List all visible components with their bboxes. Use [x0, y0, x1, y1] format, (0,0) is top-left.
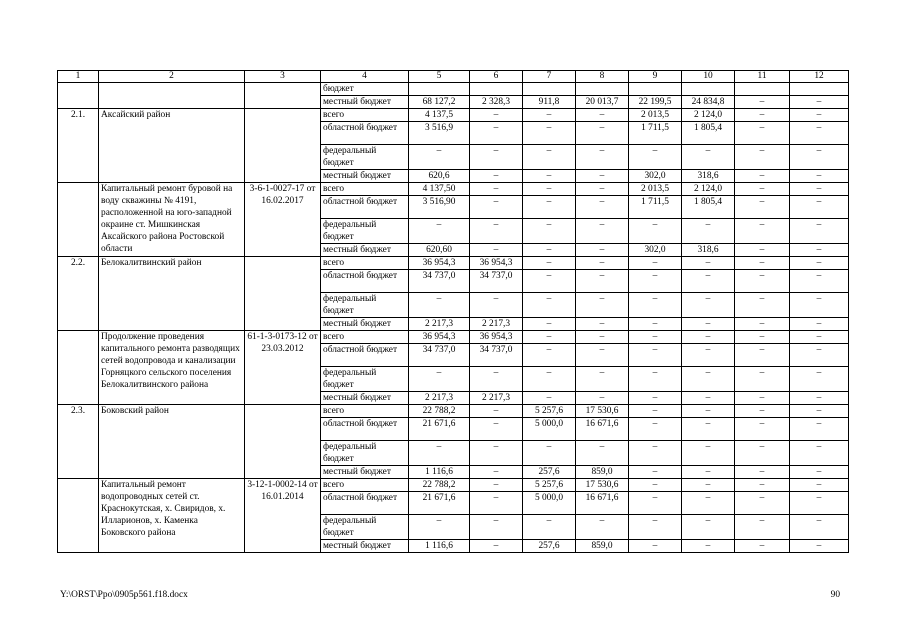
value-cell: –: [682, 492, 735, 515]
value-cell: –: [629, 418, 682, 441]
column-number-row: [58, 71, 849, 83]
value-cell: –: [523, 441, 576, 466]
value-cell: 620,60: [409, 244, 470, 257]
value-cell: –: [682, 270, 735, 293]
value-cell: 1 805,4: [682, 122, 735, 145]
value-cell: 1 711,5: [629, 196, 682, 219]
value-cell: –: [735, 405, 790, 418]
value-cell: [682, 83, 735, 96]
header-cell: 10: [682, 71, 735, 83]
value-cell: –: [790, 219, 849, 244]
value-cell: –: [790, 122, 849, 145]
value-cell: –: [735, 170, 790, 183]
value-cell: –: [523, 170, 576, 183]
value-cell: –: [523, 109, 576, 122]
value-cell: –: [682, 515, 735, 540]
value-cell: –: [790, 270, 849, 293]
item-number: [58, 83, 99, 109]
value-cell: –: [576, 293, 629, 318]
value-cell: –: [523, 257, 576, 270]
value-cell: –: [790, 441, 849, 466]
header-cell: 6: [470, 71, 523, 83]
value-cell: –: [629, 270, 682, 293]
value-cell: –: [790, 492, 849, 515]
value-cell: –: [523, 122, 576, 145]
value-cell: –: [576, 392, 629, 405]
value-cell: –: [790, 196, 849, 219]
value-cell: –: [735, 492, 790, 515]
value-cell: 620,6: [409, 170, 470, 183]
value-cell: –: [790, 418, 849, 441]
value-cell: –: [470, 122, 523, 145]
item-name: Белокалитвинский район: [99, 257, 245, 331]
value-cell: 1 805,4: [682, 196, 735, 219]
value-cell: –: [790, 109, 849, 122]
budget-table: [57, 70, 849, 553]
value-cell: –: [682, 540, 735, 553]
funding-type: всего: [321, 331, 409, 344]
table-row: [58, 331, 849, 344]
value-cell: –: [576, 515, 629, 540]
value-cell: –: [682, 466, 735, 479]
value-cell: –: [523, 183, 576, 196]
value-cell: –: [470, 540, 523, 553]
funding-type: федеральный бюджет: [321, 219, 409, 244]
value-cell: 2 124,0: [682, 109, 735, 122]
funding-type: всего: [321, 183, 409, 196]
value-cell: 21 671,6: [409, 418, 470, 441]
value-cell: –: [470, 219, 523, 244]
value-cell: –: [790, 183, 849, 196]
value-cell: –: [629, 257, 682, 270]
funding-type: всего: [321, 405, 409, 418]
value-cell: –: [735, 270, 790, 293]
value-cell: 257,6: [523, 540, 576, 553]
value-cell: 911,8: [523, 96, 576, 109]
value-cell: –: [682, 145, 735, 170]
document-reference: [245, 405, 321, 479]
value-cell: 859,0: [576, 466, 629, 479]
value-cell: 5 000,0: [523, 418, 576, 441]
value-cell: 1 711,5: [629, 122, 682, 145]
value-cell: –: [735, 219, 790, 244]
value-cell: 1 116,6: [409, 466, 470, 479]
funding-type: федеральный бюджет: [321, 145, 409, 170]
value-cell: –: [409, 293, 470, 318]
value-cell: –: [470, 492, 523, 515]
value-cell: 36 954,3: [470, 331, 523, 344]
value-cell: –: [523, 244, 576, 257]
value-cell: 257,6: [523, 466, 576, 479]
value-cell: –: [735, 196, 790, 219]
funding-type: областной бюджет: [321, 344, 409, 367]
value-cell: –: [523, 515, 576, 540]
value-cell: –: [470, 196, 523, 219]
value-cell: 36 954,3: [409, 331, 470, 344]
value-cell: –: [523, 293, 576, 318]
value-cell: [470, 83, 523, 96]
funding-type: местный бюджет: [321, 318, 409, 331]
item-name: Капитальный ремонт водопроводных сетей ст. Краснокутская, х. Свиридов, х. Илларионов, х. Каменка Боковского района: [99, 479, 245, 553]
value-cell: –: [735, 331, 790, 344]
value-cell: –: [790, 405, 849, 418]
funding-type: федеральный бюджет: [321, 515, 409, 540]
value-cell: 21 671,6: [409, 492, 470, 515]
value-cell: –: [523, 145, 576, 170]
value-cell: –: [629, 405, 682, 418]
value-cell: –: [629, 392, 682, 405]
value-cell: –: [629, 441, 682, 466]
document-reference: 61-1-3-0173-12 от 23.03.2012: [245, 331, 321, 405]
value-cell: –: [629, 318, 682, 331]
table-row: [58, 257, 849, 270]
value-cell: –: [790, 96, 849, 109]
funding-type: федеральный бюджет: [321, 293, 409, 318]
document-reference: [245, 257, 321, 331]
value-cell: –: [576, 331, 629, 344]
value-cell: –: [735, 96, 790, 109]
value-cell: –: [790, 344, 849, 367]
header-cell: 2: [99, 71, 245, 83]
value-cell: –: [735, 540, 790, 553]
value-cell: [523, 83, 576, 96]
value-cell: –: [629, 492, 682, 515]
value-cell: –: [523, 331, 576, 344]
value-cell: 2 013,5: [629, 183, 682, 196]
value-cell: 22 788,2: [409, 405, 470, 418]
value-cell: 3 516,9: [409, 122, 470, 145]
value-cell: –: [735, 418, 790, 441]
funding-type: местный бюджет: [321, 466, 409, 479]
value-cell: –: [735, 257, 790, 270]
value-cell: –: [576, 270, 629, 293]
value-cell: 318,6: [682, 170, 735, 183]
value-cell: –: [682, 344, 735, 367]
value-cell: 302,0: [629, 170, 682, 183]
value-cell: –: [682, 367, 735, 392]
value-cell: –: [523, 196, 576, 219]
value-cell: –: [682, 392, 735, 405]
value-cell: 2 217,3: [409, 392, 470, 405]
value-cell: –: [470, 293, 523, 318]
value-cell: 4 137,50: [409, 183, 470, 196]
value-cell: 36 954,3: [470, 257, 523, 270]
page-number: 90: [830, 590, 840, 600]
value-cell: 302,0: [629, 244, 682, 257]
value-cell: –: [629, 344, 682, 367]
value-cell: –: [576, 318, 629, 331]
value-cell: 68 127,2: [409, 96, 470, 109]
value-cell: –: [523, 270, 576, 293]
funding-type: федеральный бюджет: [321, 367, 409, 392]
funding-type: областной бюджет: [321, 418, 409, 441]
value-cell: –: [576, 441, 629, 466]
value-cell: –: [470, 145, 523, 170]
value-cell: –: [576, 219, 629, 244]
value-cell: 16 671,6: [576, 418, 629, 441]
value-cell: –: [790, 244, 849, 257]
value-cell: –: [790, 479, 849, 492]
funding-type: местный бюджет: [321, 244, 409, 257]
value-cell: –: [576, 109, 629, 122]
value-cell: –: [790, 331, 849, 344]
value-cell: –: [682, 405, 735, 418]
value-cell: –: [682, 331, 735, 344]
value-cell: –: [735, 466, 790, 479]
document-reference: 3-12-1-0002-14 от 16.01.2014: [245, 479, 321, 553]
value-cell: –: [629, 540, 682, 553]
value-cell: –: [629, 219, 682, 244]
header-cell: 3: [245, 71, 321, 83]
value-cell: –: [470, 244, 523, 257]
value-cell: –: [470, 170, 523, 183]
value-cell: 22 788,2: [409, 479, 470, 492]
value-cell: –: [576, 367, 629, 392]
item-number: 2.1.: [58, 109, 99, 183]
value-cell: –: [523, 344, 576, 367]
header-cell: 12: [790, 71, 849, 83]
item-name: Боковский район: [99, 405, 245, 479]
value-cell: [576, 83, 629, 96]
value-cell: –: [790, 540, 849, 553]
funding-type: местный бюджет: [321, 392, 409, 405]
value-cell: –: [735, 479, 790, 492]
value-cell: 859,0: [576, 540, 629, 553]
document-page: [57, 70, 848, 553]
value-cell: 34 737,0: [409, 270, 470, 293]
funding-type: областной бюджет: [321, 122, 409, 145]
value-cell: –: [470, 183, 523, 196]
value-cell: 318,6: [682, 244, 735, 257]
value-cell: –: [629, 367, 682, 392]
header-cell: 1: [58, 71, 99, 83]
value-cell: –: [470, 515, 523, 540]
value-cell: 4 137,5: [409, 109, 470, 122]
value-cell: –: [735, 244, 790, 257]
value-cell: –: [629, 466, 682, 479]
funding-type: федеральный бюджет: [321, 441, 409, 466]
value-cell: –: [576, 257, 629, 270]
value-cell: –: [735, 109, 790, 122]
value-cell: 24 834,8: [682, 96, 735, 109]
table-row: [58, 479, 849, 492]
value-cell: –: [790, 293, 849, 318]
value-cell: –: [470, 405, 523, 418]
value-cell: –: [682, 418, 735, 441]
table-row: [58, 83, 849, 96]
table-row: [58, 109, 849, 122]
value-cell: –: [576, 183, 629, 196]
value-cell: –: [629, 145, 682, 170]
table-row: [58, 405, 849, 418]
value-cell: 36 954,3: [409, 257, 470, 270]
value-cell: –: [682, 293, 735, 318]
value-cell: 2 328,3: [470, 96, 523, 109]
value-cell: –: [682, 479, 735, 492]
value-cell: 2 124,0: [682, 183, 735, 196]
value-cell: –: [790, 392, 849, 405]
value-cell: –: [470, 109, 523, 122]
value-cell: –: [576, 145, 629, 170]
funding-type: местный бюджет: [321, 96, 409, 109]
item-name: Аксайский район: [99, 109, 245, 183]
value-cell: –: [409, 145, 470, 170]
value-cell: 5 257,6: [523, 405, 576, 418]
value-cell: –: [470, 418, 523, 441]
value-cell: [409, 83, 470, 96]
header-cell: 7: [523, 71, 576, 83]
funding-type: местный бюджет: [321, 170, 409, 183]
value-cell: –: [470, 479, 523, 492]
document-reference: [245, 83, 321, 109]
value-cell: [629, 83, 682, 96]
value-cell: –: [523, 367, 576, 392]
value-cell: –: [790, 515, 849, 540]
value-cell: –: [409, 219, 470, 244]
funding-type: всего: [321, 109, 409, 122]
value-cell: –: [735, 183, 790, 196]
value-cell: [735, 83, 790, 96]
item-name: Капитальный ремонт буровой на воду скважины № 4191, расположенной на юго-западной окраине ст. Мишкинская Аксайского района Ростовской области: [99, 183, 245, 257]
value-cell: 17 530,6: [576, 405, 629, 418]
value-cell: 16 671,6: [576, 492, 629, 515]
funding-type: всего: [321, 257, 409, 270]
table-row: [58, 183, 849, 196]
document-reference: [245, 109, 321, 183]
value-cell: 5 000,0: [523, 492, 576, 515]
value-cell: –: [576, 170, 629, 183]
value-cell: –: [576, 344, 629, 367]
value-cell: –: [790, 170, 849, 183]
item-number: [58, 183, 99, 257]
header-cell: 5: [409, 71, 470, 83]
value-cell: –: [790, 318, 849, 331]
value-cell: –: [735, 441, 790, 466]
value-cell: –: [576, 122, 629, 145]
value-cell: –: [790, 145, 849, 170]
funding-type: областной бюджет: [321, 270, 409, 293]
value-cell: 17 530,6: [576, 479, 629, 492]
value-cell: –: [735, 367, 790, 392]
funding-type: всего: [321, 479, 409, 492]
value-cell: –: [735, 392, 790, 405]
value-cell: –: [523, 219, 576, 244]
item-name: [99, 83, 245, 109]
value-cell: –: [682, 441, 735, 466]
value-cell: –: [735, 122, 790, 145]
value-cell: –: [576, 244, 629, 257]
value-cell: –: [735, 145, 790, 170]
funding-type: областной бюджет: [321, 492, 409, 515]
value-cell: 34 737,0: [409, 344, 470, 367]
value-cell: –: [682, 257, 735, 270]
item-name: Продолжение проведения капитального ремонта разводящих сетей водопровода и канализации Горняцкого сельского поселения Белокалитвинского района: [99, 331, 245, 405]
value-cell: 2 013,5: [629, 109, 682, 122]
value-cell: –: [790, 367, 849, 392]
value-cell: –: [409, 515, 470, 540]
value-cell: –: [470, 466, 523, 479]
funding-type: областной бюджет: [321, 196, 409, 219]
value-cell: –: [470, 441, 523, 466]
value-cell: –: [735, 344, 790, 367]
value-cell: [790, 83, 849, 96]
value-cell: 2 217,3: [470, 392, 523, 405]
value-cell: –: [735, 318, 790, 331]
item-number: 2.3.: [58, 405, 99, 479]
item-number: [58, 331, 99, 405]
value-cell: 5 257,6: [523, 479, 576, 492]
value-cell: –: [523, 318, 576, 331]
value-cell: –: [682, 318, 735, 331]
value-cell: –: [735, 293, 790, 318]
value-cell: –: [790, 466, 849, 479]
value-cell: 1 116,6: [409, 540, 470, 553]
value-cell: 34 737,0: [470, 344, 523, 367]
table-body: [58, 71, 849, 553]
value-cell: –: [470, 367, 523, 392]
funding-type: местный бюджет: [321, 540, 409, 553]
value-cell: 22 199,5: [629, 96, 682, 109]
header-cell: 11: [735, 71, 790, 83]
header-cell: 4: [321, 71, 409, 83]
item-number: 2.2.: [58, 257, 99, 331]
value-cell: –: [629, 331, 682, 344]
value-cell: –: [409, 441, 470, 466]
header-cell: 9: [629, 71, 682, 83]
value-cell: 3 516,90: [409, 196, 470, 219]
value-cell: –: [790, 257, 849, 270]
header-cell: 8: [576, 71, 629, 83]
value-cell: 2 217,3: [409, 318, 470, 331]
value-cell: 2 217,3: [470, 318, 523, 331]
value-cell: 34 737,0: [470, 270, 523, 293]
file-path: Y:\ORST\Ppo\0905p561.f18.docx: [60, 590, 188, 600]
value-cell: –: [682, 219, 735, 244]
value-cell: –: [735, 515, 790, 540]
value-cell: –: [629, 479, 682, 492]
document-reference: 3-6-1-0027-17 от 16.02.2017: [245, 183, 321, 257]
value-cell: –: [576, 196, 629, 219]
item-number: [58, 479, 99, 553]
value-cell: –: [409, 367, 470, 392]
value-cell: –: [629, 293, 682, 318]
funding-type: бюджет: [321, 83, 409, 96]
value-cell: 20 013,7: [576, 96, 629, 109]
value-cell: –: [629, 515, 682, 540]
value-cell: –: [523, 392, 576, 405]
